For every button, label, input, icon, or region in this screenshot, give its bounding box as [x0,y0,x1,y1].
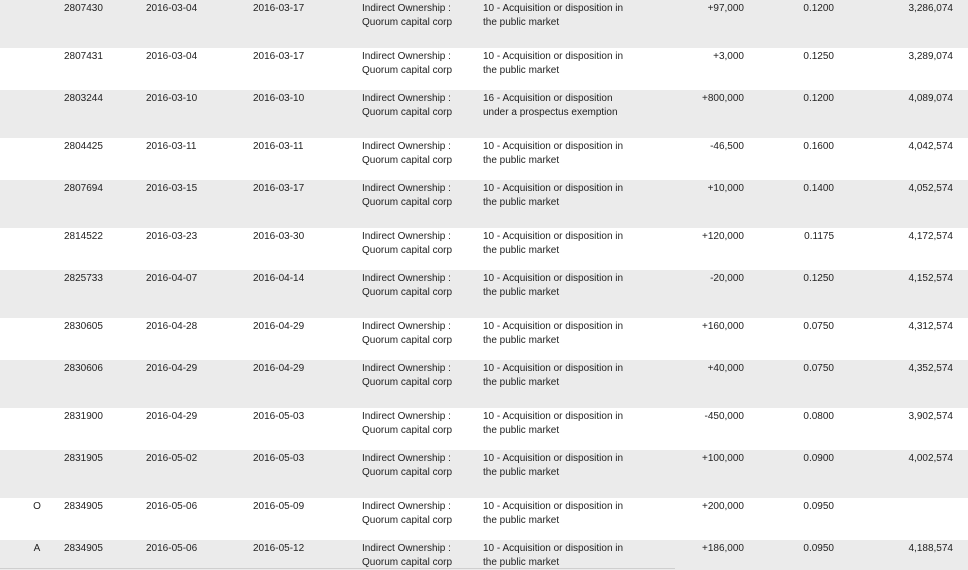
unit-price: 0.0750 [803,363,834,374]
unit-price: 0.1400 [803,183,834,194]
filing-date: 2016-03-17 [253,183,305,194]
quantity: +10,000 [707,183,744,194]
unit-price: 0.1200 [803,93,834,104]
transaction-id: 2834905 [64,543,103,554]
table-row [0,360,968,408]
closing-balance: 4,352,574 [908,363,953,374]
transaction-date: 2016-04-29 [146,411,198,422]
transaction-id: 2804425 [64,141,103,152]
filing-date: 2016-04-29 [253,321,305,332]
closing-balance: 3,289,074 [908,51,953,62]
ownership-type: Indirect Ownership : Quorum capital corp [362,273,453,298]
transaction-id: 2825733 [64,273,103,284]
table-row [0,270,968,318]
transaction-id: 2807430 [64,3,103,14]
ownership-type: Indirect Ownership : Quorum capital corp [362,363,453,388]
quantity: -46,500 [710,141,744,152]
ownership-type: Indirect Ownership : Quorum capital corp [362,543,453,568]
transaction-nature: 10 - Acquisition or disposition in the public market [483,141,624,166]
unit-price: 0.0900 [803,453,834,464]
transaction-date: 2016-04-28 [146,321,198,332]
transaction-nature: 10 - Acquisition or disposition in the public market [483,321,624,346]
closing-balance: 4,312,574 [908,321,953,332]
filing-date: 2016-05-03 [253,411,305,422]
unit-price: 0.1200 [803,3,834,14]
transaction-nature: 10 - Acquisition or disposition in the public market [483,501,624,526]
transaction-nature: 10 - Acquisition or disposition in the public market [483,3,624,28]
quantity: +100,000 [702,453,744,464]
filing-date: 2016-03-17 [253,51,305,62]
transaction-date: 2016-04-07 [146,273,198,284]
filing-date: 2016-03-17 [253,3,305,14]
closing-balance: 4,172,574 [908,231,953,242]
transaction-nature: 10 - Acquisition or disposition in the public market [483,51,624,76]
unit-price: 0.0950 [803,543,834,554]
table-row [0,0,968,48]
closing-balance: 4,002,574 [908,453,953,464]
amendment-flag: O [33,501,41,512]
transaction-id: 2814522 [64,231,103,242]
transaction-nature: 10 - Acquisition or disposition in the public market [483,273,624,298]
transaction-nature: 10 - Acquisition or disposition in the public market [483,231,624,256]
closing-balance: 4,089,074 [908,93,953,104]
ownership-type: Indirect Ownership : Quorum capital corp [362,411,453,436]
transaction-id: 2830606 [64,363,103,374]
transaction-id: 2831905 [64,453,103,464]
transaction-id: 2831900 [64,411,103,422]
transaction-id: 2830605 [64,321,103,332]
table-row [0,90,968,138]
closing-balance: 4,042,574 [908,141,953,152]
transaction-id: 2807431 [64,51,103,62]
closing-balance: 4,052,574 [908,183,953,194]
transaction-date: 2016-04-29 [146,363,198,374]
filing-date: 2016-03-11 [253,141,304,152]
table-row [0,408,968,450]
filing-date: 2016-04-14 [253,273,305,284]
closing-balance: 4,188,574 [908,543,953,554]
unit-price: 0.0950 [803,501,834,512]
closing-balance: 3,902,574 [908,411,953,422]
ownership-type: Indirect Ownership : Quorum capital corp [362,3,453,28]
ownership-type: Indirect Ownership : Quorum capital corp [362,501,453,526]
table-row [0,498,968,540]
quantity: +200,000 [702,501,744,512]
ownership-type: Indirect Ownership : Quorum capital corp [362,93,453,118]
transaction-date: 2016-03-11 [146,141,197,152]
closing-balance: 3,286,074 [908,3,953,14]
quantity: +3,000 [713,51,744,62]
filing-date: 2016-03-10 [253,93,305,104]
quantity: -450,000 [704,411,744,422]
transaction-id: 2803244 [64,93,103,104]
filing-date: 2016-05-03 [253,453,305,464]
transaction-nature: 10 - Acquisition or disposition in the public market [483,183,624,208]
table-row [0,318,968,360]
transaction-nature: 10 - Acquisition or disposition in the public market [483,543,624,568]
filing-date: 2016-04-29 [253,363,305,374]
filing-date: 2016-05-12 [253,543,305,554]
transaction-date: 2016-03-23 [146,231,198,242]
transaction-date: 2016-05-02 [146,453,198,464]
transaction-nature: 10 - Acquisition or disposition in the public market [483,453,624,478]
quantity: +97,000 [707,3,744,14]
filing-date: 2016-03-30 [253,231,305,242]
transaction-date: 2016-05-06 [146,543,198,554]
quantity: +186,000 [702,543,744,554]
unit-price: 0.1175 [804,231,834,242]
transaction-date: 2016-03-15 [146,183,198,194]
table-bottom-border [0,568,675,569]
closing-balance: 4,152,574 [908,273,953,284]
filing-date: 2016-05-09 [253,501,305,512]
transaction-date: 2016-05-06 [146,501,198,512]
transaction-date: 2016-03-10 [146,93,198,104]
unit-price: 0.0750 [803,321,834,332]
table-row [0,450,968,498]
transaction-id: 2834905 [64,501,103,512]
quantity: +800,000 [702,93,744,104]
quantity: +160,000 [702,321,744,332]
transaction-date: 2016-03-04 [146,3,198,14]
transaction-nature: 16 - Acquisition or disposition under a prospectus exemption [483,93,618,118]
unit-price: 0.1600 [803,141,834,152]
transaction-date: 2016-03-04 [146,51,198,62]
unit-price: 0.1250 [803,273,834,284]
ownership-type: Indirect Ownership : Quorum capital corp [362,231,453,256]
ownership-type: Indirect Ownership : Quorum capital corp [362,321,453,346]
ownership-type: Indirect Ownership : Quorum capital corp [362,51,453,76]
amendment-flag: A [33,543,41,554]
table-row [0,180,968,228]
table-row [0,540,968,570]
unit-price: 0.1250 [803,51,834,62]
table-row [0,138,968,180]
quantity: +120,000 [702,231,744,242]
table-row [0,228,968,270]
unit-price: 0.0800 [803,411,834,422]
transaction-nature: 10 - Acquisition or disposition in the public market [483,411,624,436]
quantity: -20,000 [710,273,744,284]
table-row [0,48,968,90]
transaction-id: 2807694 [64,183,103,194]
quantity: +40,000 [707,363,744,374]
ownership-type: Indirect Ownership : Quorum capital corp [362,141,453,166]
ownership-type: Indirect Ownership : Quorum capital corp [362,453,453,478]
transaction-nature: 10 - Acquisition or disposition in the public market [483,363,624,388]
ownership-type: Indirect Ownership : Quorum capital corp [362,183,453,208]
